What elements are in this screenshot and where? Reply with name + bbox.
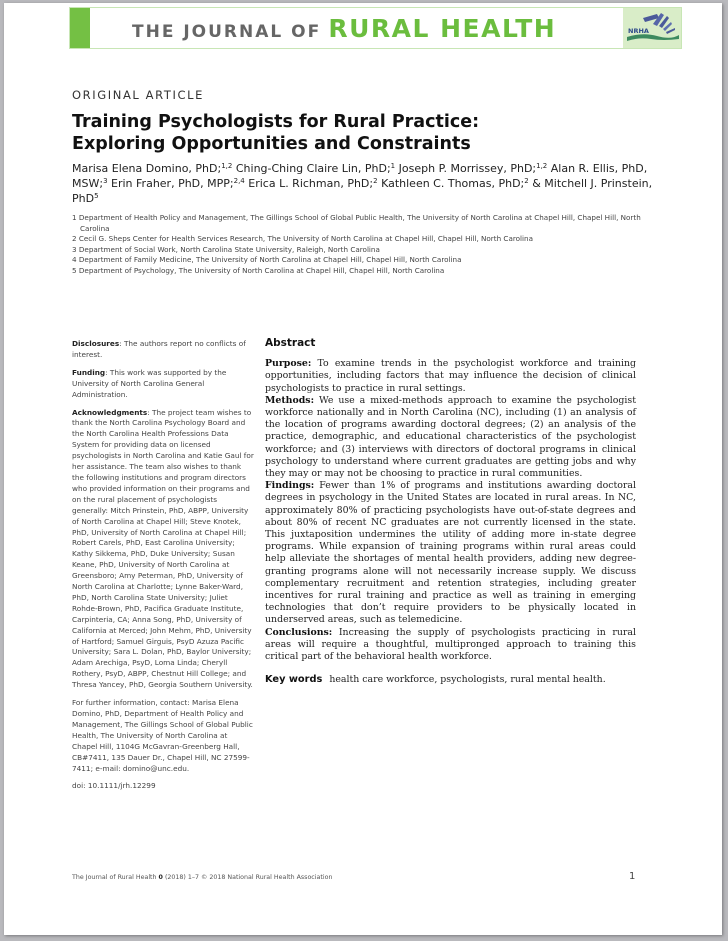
article-sidebar bbox=[72, 339, 254, 799]
affiliation-item: 5 Department of Psychology, The University of North Carolina at Chapel Hill, Chapel Hill, North Carolina bbox=[72, 265, 445, 275]
article-title: Training Psychologists for Rural Practice: Exploring Opportunities and Constraints bbox=[72, 112, 480, 154]
affiliation-item: 4 Department of Family Medicine, The University of North Carolina at Chapel Hill, Chapel Hill, North Carolina bbox=[72, 255, 462, 265]
abstract-heading: Abstract bbox=[265, 337, 316, 349]
author: Erica L. Richman, PhD;$^2$ bbox=[248, 177, 378, 190]
abstract-purpose: Purpose: To examine trends in the psychologist workforce and training opportunities, including factors that may influence the decision of clinical psychologists to practice in rural settings. bbox=[265, 358, 636, 394]
journal-masthead bbox=[69, 7, 682, 49]
abstract-conclusions: Conclusions: Increasing the supply of psychologists practicing in rural areas will require a thoughtful, multipronged approach to training this critical part of the behavioral health workforce. bbox=[265, 626, 636, 663]
acknowledgments-note: Acknowledgments: The project team wishes to thank the North Carolina Psychology Board and the North Carolina Health Professions Data System for providing data on licensed psychologists in North Carolina and Katie Gaul for her assistance. The team also wishes to thank the following institutions and program directors who provided information on their programs and on the rural placement of psychologists generally: Mitch Prinstein, PhD, ABPP, University of North Carolina at Chapel Hill; Steve Knotek, PhD, University of North Carolina at Chapel Hill; Robert Carels, PhD, East Carolina University; Kathy Sikkema, PhD, Duke University; Susan Keane, PhD, University of North Carolina at Greensboro; Amy Peterman, PhD, University of North Carolina at Charlotte; Lynne Baker-Ward, PhD, North Carolina State University; Juliet Rohde-Brown, PhD, Pacifica Graduate Institute, Carpinteria, CA; Anna Song, PhD, University of California at Merced; John Mehm, PhD, University of Hartford; Samuel Girguis, PsyD Azuza Pacific University; Sara L. Dolan, PhD, Baylor University; Adam Arechiga, PsyD, Loma Linda; Cheryll Rothery, PsyD, ABPP, Chestnut Hill College; and Thresa Yancey, PhD, Georgia Southern University. bbox=[72, 407, 254, 690]
abstract-methods: Methods: We use a mixed-methods approach to examine the psychologist workforce nationally and in North Carolina (NC), including (1) an analysis of the location of programs awarding doctoral degrees; (2) an analysis of the practice, demographic, and educational characteristics of the psychologist workforce; and (3) interviews with directors of doctoral programs in clinical psychology to understand where current graduates are getting jobs and why they may or may not be choosing to practice in rural communities. bbox=[265, 394, 636, 480]
author: Joseph P. Morrissey, PhD;$^{1,2}$ bbox=[398, 162, 548, 175]
author: & Mitchell J. Prinstein, PhD$^5$ bbox=[72, 177, 653, 205]
nrha-logo-icon bbox=[623, 8, 681, 48]
footer-journal: The Journal of Rural Health bbox=[72, 874, 157, 881]
page-number: 1 bbox=[629, 871, 636, 882]
keywords-text: health care workforce, psychologists, rural mental health. bbox=[329, 674, 606, 686]
abstract-findings: Findings: Fewer than 1% of programs and institutions awarding doctoral degrees in psychology in the United States are located in rural areas. In NC, approximately 80% of practicing psychologists have out-of-state degrees and about 80% of recent NC graduates are not currently licensed in the state. This juxtaposition undermines the utility of adding more in-state degree programs. While expansion of training programs within rural areas could help alleviate the shortages of mental health providers, adding new degree-granting programs alone will not necessarily increase supply. We discuss complementary recruitment and retention strategies, including greater incentives for rural training and practice as well as training in emerging technologies that don’t require providers to be physically located in underserved areas, such as telemedicine. bbox=[265, 480, 636, 626]
abstract-section bbox=[265, 337, 636, 686]
author-list bbox=[72, 161, 672, 206]
nrha-logo bbox=[623, 8, 681, 48]
logo-text: NRHA bbox=[628, 27, 649, 35]
journal-title-prefix: THE JOURNAL OF bbox=[132, 22, 322, 42]
article-type-label: ORIGINAL ARTICLE bbox=[72, 88, 205, 102]
journal-title-main: RURAL HEALTH bbox=[328, 14, 557, 43]
funding-note: Funding: This work was supported by the University of North Carolina General Administration. bbox=[72, 367, 227, 399]
contact-info: For further information, contact: Marisa Elena Domino, PhD, Department of Health Policy and Management, The Gillings School of Global Public Health, The University of North Carolina at Chapel Hill, 1104G McGavran-Greenberg Hall, CB#7411, 135 Dauer Dr., Chapel Hill, NC 27599-7411; e-mail: domino@unc.edu. bbox=[72, 698, 253, 773]
affiliations-list bbox=[72, 213, 672, 277]
affiliation-item: 3 Department of Social Work, North Carolina State University, Raleigh, North Carolina bbox=[72, 244, 380, 254]
masthead-accent-bar bbox=[70, 8, 90, 48]
journal-title bbox=[132, 14, 556, 43]
page-footer bbox=[72, 874, 332, 881]
keywords-label: Key words bbox=[265, 674, 323, 686]
author: Kathleen C. Thomas, PhD;$^2$ bbox=[381, 177, 529, 190]
author: Erin Fraher, PhD, MPP;$^{2,4}$ bbox=[111, 177, 245, 190]
disclosures-note: Disclosures: The authors report no conflicts of interest. bbox=[72, 339, 246, 359]
footer-citation: (2018) 1–7 © 2018 National Rural Health Association bbox=[164, 874, 333, 881]
author: Ching-Ching Claire Lin, PhD;$^1$ bbox=[235, 162, 396, 175]
author: Alan R. Ellis, PhD, MSW;$^3$ bbox=[72, 162, 648, 190]
footer-volume: 0 bbox=[158, 874, 163, 881]
author: Marisa Elena Domino, PhD;$^{1,2}$ bbox=[72, 162, 233, 175]
keywords bbox=[265, 674, 636, 686]
affiliation-item: 1 Department of Health Policy and Management, The Gillings School of Global Public Health, The University of North Carolina at Chapel Hill, Chapel Hill, North Carolina bbox=[72, 213, 641, 233]
document-page bbox=[4, 3, 722, 935]
affiliation-item: 2 Cecil G. Sheps Center for Health Services Research, The University of North Carolina at Chapel Hill, Chapel Hill, North Carolina bbox=[72, 234, 533, 244]
doi-link[interactable]: doi: 10.1111/jrh.12299 bbox=[72, 781, 156, 791]
